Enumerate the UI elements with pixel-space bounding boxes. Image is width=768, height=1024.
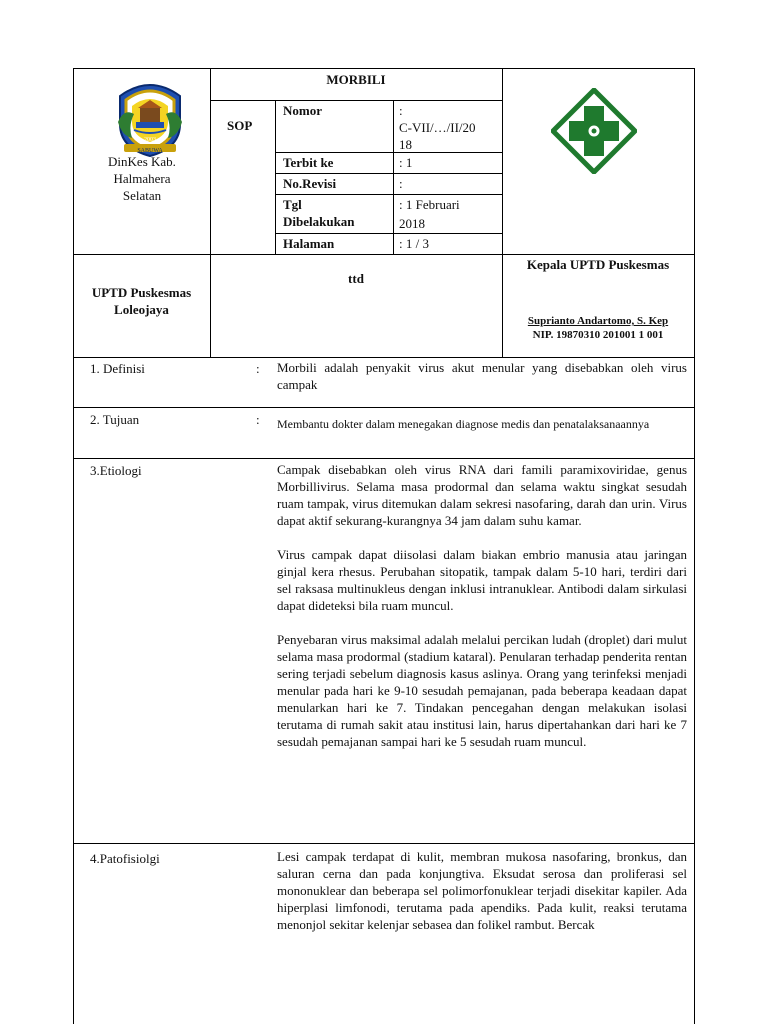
field-row-divider-1 — [275, 152, 502, 153]
field-value-nomor-line3: 18 — [399, 137, 412, 152]
title-row-bottom — [210, 100, 502, 101]
field-value-divider — [393, 100, 394, 254]
section-colon-tujuan: : — [256, 412, 260, 427]
field-row-divider-3 — [275, 194, 502, 195]
field-label-tgl-line2: Dibelakukan — [283, 214, 355, 229]
section-label-etiologi: 3.Etiologi — [90, 463, 142, 478]
etiologi-paragraph-1: Campak disebabkan oleh virus RNA dari famili paramixoviridae, genus Morbillivirus. Selama masa prodormal dan selama waktu singkat sesudah ruam tampak, virus ditemukan dalam sekresi nasofaring, darah dan urin. Virus dapat aktif sekurang-kurangnya 34 jam dalam suhu kamar. — [277, 462, 687, 528]
definisi-paragraph: Morbili adalah penyakit virus akut menular yang disebabkan oleh virus campak — [277, 360, 687, 392]
head-title: Kepala UPTD Puskesmas — [526, 257, 670, 272]
table-border-header-bottom — [73, 357, 695, 358]
field-value-halaman: : 1 / 3 — [399, 236, 429, 251]
field-label-halaman: Halaman — [283, 236, 335, 251]
field-label-terbit: Terbit ke — [283, 155, 334, 170]
section-colon-definisi: : — [256, 361, 260, 376]
section-text-definisi — [277, 359, 687, 410]
head-name: Suprianto Andartomo, S. Kep — [527, 315, 669, 327]
field-value-terbit: : 1 — [399, 155, 413, 170]
field-label-revisi: No.Revisi — [283, 176, 337, 191]
table-border-top — [73, 68, 695, 69]
etiologi-paragraph-3: Penyebaran virus maksimal adalah melalui percikan ludah (droplet) dari mulut selama masa prodormal (stadium kataral). Penularan terhadap penderita rentan sering terjadi sebelum diagnosis kasus aslinya. Orang yang terinfeksi menjadi menular pada hari ke 9-10 sesudah pemajanan, pada beberapa keadaan dapat menularkan hari ke 7. Tindakan pencegahan dengan melakukan isolasi terutama di rumah sakit atau institusi lain, harus dipertahankan dari hari ke 7 sesudah pemajanan sampai hari ke 5 sesudah ruam muncul. — [277, 632, 687, 749]
regency-emblem-icon — [110, 78, 190, 158]
puskesmas-name-line1: UPTD Puskesmas — [91, 285, 192, 300]
org-name-line1: DinKes Kab. — [108, 154, 176, 169]
table-border-tujuan-bottom — [73, 458, 695, 459]
puskesmas-logo-icon — [551, 88, 637, 174]
field-label-tgl-line1: Tgl — [283, 197, 302, 212]
patofisiologi-paragraph: Lesi campak terdapat di kulit, membran mukosa nasofaring, bronkus, dan saluran cerna dan pada konjungtiva. Eksudat serosa dan proliferasi sel mononuklear dan beberapa sel polimorfonuklear terjadi disekitar kapiler. Ada hiperplasi limfonodi, terutama pada apendiks. Pada kulit, reaksi terutama menonjol sekitar kelenjar sebasea dan folikel rambut. Bercak — [277, 849, 687, 932]
field-value-nomor-colon: : — [399, 103, 403, 118]
emblem-text: SABUWA — [137, 148, 163, 154]
head-nip: NIP. 19870310 201001 1 001 — [532, 329, 664, 341]
org-name — [80, 153, 204, 204]
section-label-patofisiologi: 4.Patofisiolgi — [90, 851, 160, 866]
header-middle-divider — [73, 254, 695, 255]
table-border-etiologi-bottom — [73, 843, 695, 844]
org-name-line3: Selatan — [122, 188, 162, 203]
field-value-revisi: : — [399, 176, 403, 191]
signature-text: ttd — [348, 271, 364, 286]
section-label-tujuan: 2. Tujuan — [90, 412, 140, 427]
puskesmas-name-line2: Loleojaya — [114, 302, 169, 317]
emblem-year: 2003 — [144, 137, 156, 143]
section-label-definisi: 1. Definisi — [90, 361, 145, 376]
field-value-nomor-line2: C-VII/…/II/20 — [399, 120, 476, 135]
etiologi-paragraph-2: Virus campak dapat diisolasi dalam biakan embrio manusia atau jaringan ginjal kera rhesus. Perubahan sitopatik, tampak dalam 5-10 hari, terdiri dari sel raksasa multinukleus dengan inklusi intranuklear. Antibodi dalam sirkulasi dapat dideteksi bila ruam muncul. — [277, 547, 687, 613]
field-value-tgl-line2: 2018 — [399, 216, 425, 231]
document-type: SOP — [227, 118, 253, 133]
sop-column-divider — [275, 100, 276, 254]
table-border-left — [73, 68, 74, 1024]
field-row-divider-4 — [275, 233, 502, 234]
field-row-divider-2 — [275, 173, 502, 174]
field-value-tgl-line1: : 1 Februari — [399, 197, 460, 212]
puskesmas-name — [76, 284, 207, 318]
org-name-line2: Halmahera — [113, 171, 171, 186]
section-text-tujuan — [277, 416, 687, 450]
header-divider-left — [210, 68, 211, 357]
document-title: MORBILI — [326, 72, 386, 87]
table-border-right — [694, 68, 695, 1024]
section-text-etiologi — [277, 461, 687, 767]
tujuan-paragraph: Membantu dokter dalam menegakan diagnose medis dan penatalaksanaannya — [277, 417, 650, 431]
field-label-nomor: Nomor — [283, 103, 322, 118]
section-text-patofisiologi — [277, 848, 687, 956]
